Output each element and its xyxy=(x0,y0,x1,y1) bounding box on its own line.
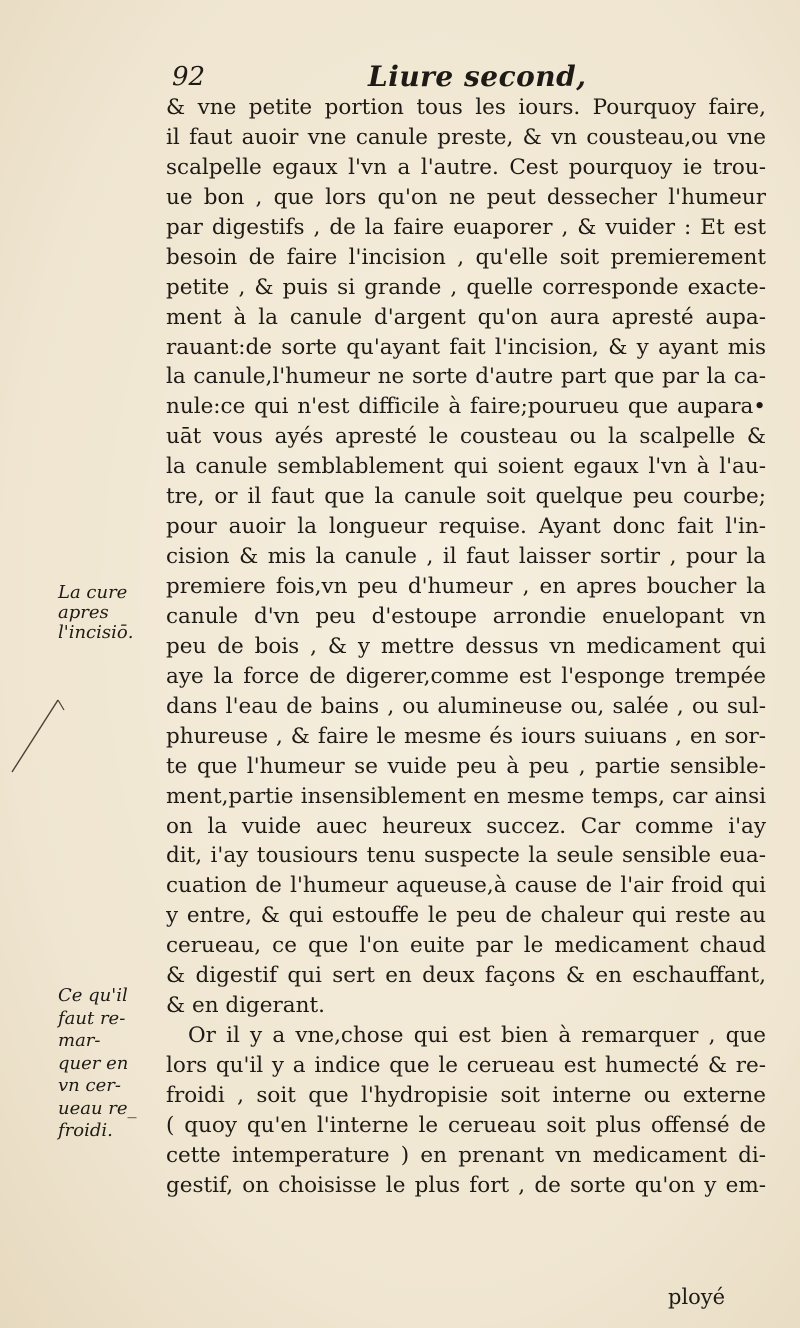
margin-note-line: faut re- xyxy=(58,1007,126,1029)
running-head: Liure second, xyxy=(368,60,587,93)
text-line: ment,partie insensiblement en mesme temps, car ainsi xyxy=(166,783,766,809)
margin-note-line: froidi. xyxy=(58,1120,113,1141)
text-line: peu de bois , & y mettre dessus vn medicament qui xyxy=(166,633,766,659)
margin-note xyxy=(58,583,156,643)
margin-note xyxy=(58,985,156,1143)
text-line: tre, or il faut que la canule soit quelque peu courbe; xyxy=(166,484,766,510)
page-header xyxy=(0,58,800,94)
body-text xyxy=(166,93,766,1201)
text-line: uāt vous ayés apresté le cousteau ou la scalpelle & xyxy=(166,424,766,450)
text-line: canule d'vn peu d'estoupe arrondie enuelopant vn xyxy=(166,603,766,629)
text-line: y entre, & qui estouffe le peu de chaleur qui reste au xyxy=(166,903,766,929)
margin-note-line: apres xyxy=(58,602,109,623)
text-line: cerueau, ce que l'on euite par le medicament chaud xyxy=(166,933,766,959)
margin-note-line: mar- xyxy=(58,1030,101,1051)
text-line: petite , & puis si grande , quelle corresponde exacte- xyxy=(166,274,766,300)
margin-note-line: vn cer- xyxy=(58,1075,121,1096)
text-line: cette intemperature ) en prenant vn medicament di- xyxy=(166,1142,766,1168)
text-line: gestif, on choisisse le plus fort , de sorte qu'on y em- xyxy=(166,1172,766,1198)
text-line: aye la force de digerer,comme est l'esponge trempée xyxy=(166,663,766,689)
margin-note-line: La cure xyxy=(58,582,128,603)
text-line: par digestifs , de la faire euaporer , & vuider : Et est xyxy=(166,214,766,240)
text-line-paragraph-end: & en digerant. xyxy=(166,993,325,1019)
text-line: ( quoy qu'en l'interne le cerueau soit plus offensé de xyxy=(166,1112,766,1138)
text-line: la canule,l'humeur ne sorte d'autre part que par la ca- xyxy=(166,364,766,390)
text-line: besoin de faire l'incision , qu'elle soit premierement xyxy=(166,244,766,270)
text-line: scalpelle egaux l'vn a l'autre. Cest pourquoy ie trou- xyxy=(166,154,766,180)
text-line: & digestif qui sert en deux façons & en eschauffant, xyxy=(166,963,766,989)
text-line: rauant:de sorte qu'ayant fait l'incision, & y ayant mis xyxy=(166,334,766,360)
text-line: lors qu'il y a indice que le cerueau est humecté & re- xyxy=(166,1053,766,1078)
page-number: 92 xyxy=(172,62,206,92)
text-line-paragraph-start: Or il y a vne,chose qui est bien à remarquer , que xyxy=(188,1023,766,1049)
catchword: ployé xyxy=(668,1285,726,1309)
text-line: cision & mis la canule , il faut laisser sortir , pour la xyxy=(166,544,766,570)
text-line: on la vuide auec heureux succez. Car comme i'ay xyxy=(166,813,766,839)
pen-mark-icon xyxy=(8,696,68,776)
text-line: la canule semblablement qui soient egaux l'vn à l'au- xyxy=(166,454,766,480)
text-line: dit, i'ay tousiours tenu suspecte la seule sensible eua- xyxy=(166,843,766,869)
margin-note-line: quer en xyxy=(58,1052,129,1074)
text-line: ment à la canule d'argent qu'on aura apresté aupa- xyxy=(166,304,766,330)
margin-note-line: l'incisiō. xyxy=(58,622,134,643)
text-line: ue bon , que lors qu'on ne peut dessecher l'humeur xyxy=(166,184,766,210)
text-line: phureuse , & faire le mesme és iours suiuans , en sor- xyxy=(166,723,766,749)
text-line: & vne petite portion tous les iours. Pourquoy faire, xyxy=(166,95,766,120)
text-line: premiere fois,vn peu d'humeur , en apres boucher la xyxy=(166,574,766,599)
margin-note-line: ueau re_ xyxy=(58,1097,137,1119)
text-line: il faut auoir vne canule preste, & vn cousteau,ou vne xyxy=(166,124,766,150)
text-line: te que l'humeur se vuide peu à peu , partie sensible- xyxy=(166,753,766,779)
margin-note-line: Ce qu'il xyxy=(58,985,128,1006)
text-line: froidi , soit que l'hydropisie soit interne ou externe xyxy=(166,1082,766,1108)
text-line: nule:ce qui n'est difficile à faire;pourueu que aupara• xyxy=(166,394,766,420)
text-line: cuation de l'humeur aqueuse,à cause de l'air froid qui xyxy=(166,873,766,899)
text-line: pour auoir la longueur requise. Ayant donc fait l'in- xyxy=(166,514,766,540)
text-line: dans l'eau de bains , ou alumineuse ou, salée , ou sul- xyxy=(166,693,766,719)
